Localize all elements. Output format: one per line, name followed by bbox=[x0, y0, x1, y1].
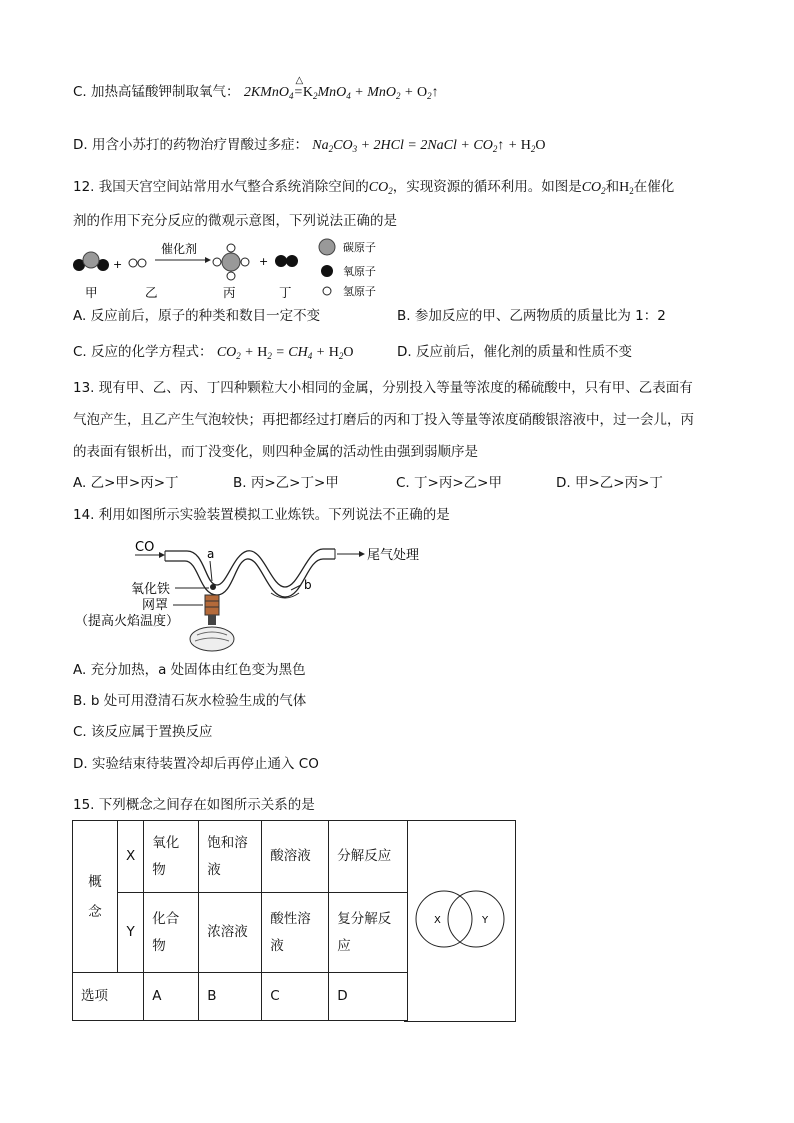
iron-oxide-sample bbox=[210, 584, 216, 590]
q12-option-c-label: C. 反应的化学方程式： bbox=[73, 344, 213, 360]
x-cell-d: 分解反应 bbox=[329, 821, 408, 893]
pointer-a bbox=[210, 561, 212, 581]
molecule-jia bbox=[73, 252, 109, 271]
q13-stem-line2: 气泡产生，且乙产生气泡较快；再把都经过打磨后的丙和丁投入等量等浓度硝酸银溶液中，过一会儿，丙 bbox=[73, 412, 694, 428]
q12-reaction-diagram bbox=[65, 237, 395, 305]
x-cell-b bbox=[199, 821, 262, 893]
co2-formula: $CO_2$ bbox=[581, 180, 606, 196]
x-cell-a bbox=[144, 821, 199, 893]
y-cell-a-text: 化合物 bbox=[152, 910, 180, 954]
label-yi: 乙 bbox=[145, 285, 158, 300]
y-label: Y bbox=[118, 893, 144, 973]
x-cell-b-text: 饱和溶液 bbox=[207, 834, 248, 878]
q12-stem-line2: 剂的作用下充分反应的微观示意图，下列说法正确的是 bbox=[73, 213, 397, 229]
q13-option-c: C. 丁>丙>乙>甲 bbox=[396, 475, 502, 491]
q13-option-a: A. 乙>甲>丙>丁 bbox=[73, 475, 179, 491]
option-d: D bbox=[329, 973, 408, 1021]
y-cell-a bbox=[144, 893, 199, 973]
label-a: a bbox=[207, 547, 215, 561]
q14-stem: 14. 利用如图所示实验装置模拟工业炼铁。下列说法不正确的是 bbox=[73, 507, 450, 523]
option-b: B bbox=[199, 973, 262, 1021]
legend-hydrogen: 氢原子 bbox=[343, 285, 376, 298]
molecule-yi bbox=[129, 259, 146, 267]
catalyst-label: 催化剂 bbox=[161, 242, 198, 256]
net-note: （提高火焰温度） bbox=[75, 614, 180, 629]
label-b: b bbox=[304, 578, 312, 592]
exhaust-label: 尾气处理 bbox=[367, 548, 420, 563]
q13-option-b: B. 丙>乙>丁>甲 bbox=[233, 475, 339, 491]
q11-option-c-label: C. 加热高锰酸钾制取氧气： bbox=[73, 84, 240, 100]
net-label: 网罩 bbox=[142, 598, 169, 613]
iron-oxide-label: 氧化铁 bbox=[131, 582, 171, 597]
net-cover bbox=[205, 595, 219, 615]
co2-formula: $CO_2$ bbox=[368, 180, 393, 196]
q14-option-a: A. 充分加热，a 处固体由红色变为黑色 bbox=[73, 662, 306, 678]
q14-option-b: B. b 处可用澄清石灰水检验生成的气体 bbox=[73, 693, 307, 709]
molecule-bing bbox=[213, 244, 249, 280]
q14-apparatus-diagram bbox=[75, 535, 435, 653]
label-bing: 丙 bbox=[223, 285, 236, 300]
q13-stem-line1: 13. 现有甲、乙、丙、丁四种颗粒大小相同的金属，分别投入等量等浓度的稀硫酸中，只有甲、乙表面有 bbox=[73, 380, 693, 396]
y-cell-b: 浓溶液 bbox=[199, 893, 262, 973]
q15-stem: 15. 下列概念之间存在如图所示关系的是 bbox=[73, 797, 315, 813]
q15-concept-table bbox=[72, 820, 408, 1021]
q12-option-b: B. 参加反应的甲、乙两物质的质量比为 1：2 bbox=[397, 308, 666, 324]
co-arrowhead bbox=[159, 552, 165, 558]
q11-option-d-label: D. 用含小苏打的药物治疗胃酸过多症： bbox=[73, 137, 308, 153]
exhaust-arrowhead bbox=[359, 551, 365, 557]
q12-option-d: D. 反应前后，催化剂的质量和性质不变 bbox=[397, 344, 632, 360]
q13-option-d: D. 甲>乙>丙>丁 bbox=[556, 475, 663, 491]
lamp-wick bbox=[208, 615, 216, 625]
option-label: 选项 bbox=[73, 973, 144, 1021]
reaction-arrowhead bbox=[205, 257, 211, 263]
y-cell-d-text: 复分解反应 bbox=[337, 910, 392, 954]
q12-stem-text: 12. 我国天宫空间站常用水气整合系统消除空间的 bbox=[73, 179, 369, 195]
q12-option-c bbox=[73, 342, 353, 366]
q12-stem-text: ，实现资源的循环利用。如图是 bbox=[392, 179, 582, 195]
legend-oxygen: 氧原子 bbox=[343, 265, 376, 278]
legend-hydrogen-icon bbox=[323, 287, 331, 295]
q12-stem-line1 bbox=[73, 177, 674, 201]
q14-option-c: C. 该反应属于置换反应 bbox=[73, 724, 213, 740]
venn-diagram bbox=[404, 821, 516, 1021]
q13-stem-line3: 的表面有银析出，而丁没变化，则四种金属的活动性由强到弱顺序是 bbox=[73, 444, 478, 460]
y-cell-c-text: 酸性溶液 bbox=[270, 910, 311, 954]
concept-label-cell bbox=[73, 821, 118, 973]
q11-option-c bbox=[73, 75, 439, 106]
plus-sign: + bbox=[259, 255, 269, 268]
x-cell-a-text: 氧化物 bbox=[152, 834, 180, 878]
q12-option-c-equation: $CO_2 + H_2 = CH_4 + H_2O$ bbox=[216, 345, 354, 361]
venn-label-y: Y bbox=[482, 915, 489, 926]
molecule-ding bbox=[275, 255, 298, 267]
alcohol-lamp bbox=[190, 627, 234, 651]
venn-circle-x bbox=[416, 891, 472, 947]
legend-oxygen-icon bbox=[321, 265, 333, 277]
venn-circle-y bbox=[448, 891, 504, 947]
option-a: A bbox=[144, 973, 199, 1021]
legend-carbon-icon bbox=[319, 239, 335, 255]
venn-label-x: X bbox=[434, 915, 441, 926]
co-label: CO bbox=[135, 540, 155, 555]
h2-formula: $H_2$ bbox=[619, 180, 634, 196]
y-cell-c bbox=[262, 893, 329, 973]
plus-sign: + bbox=[113, 258, 123, 271]
y-cell-d bbox=[329, 893, 408, 973]
label-jia: 甲 bbox=[85, 285, 98, 300]
q14-option-d: D. 实验结束待装置冷却后再停止通入 CO bbox=[73, 756, 319, 772]
option-c: C bbox=[262, 973, 329, 1021]
x-label: X bbox=[118, 821, 144, 893]
x-cell-c: 酸溶液 bbox=[262, 821, 329, 893]
q12-stem-text: 和 bbox=[605, 179, 620, 195]
legend-carbon: 碳原子 bbox=[343, 241, 376, 254]
q11-option-c-equation: 2KMnO$_4$ △ $=K_2MnO_4 + MnO_2$ + $O_2↑$ bbox=[243, 75, 439, 101]
q12-option-a: A. 反应前后，原子的种类和数目一定不变 bbox=[73, 308, 321, 324]
label-ding: 丁 bbox=[279, 285, 292, 300]
q11-option-d bbox=[73, 135, 546, 159]
concept-label: 概念 bbox=[88, 873, 102, 920]
venn-cell bbox=[404, 820, 516, 1022]
q11-option-d-equation: $Na_2CO_3 + 2HCl$ = 2NaCl + $CO_2↑ + H_2O$ bbox=[312, 138, 546, 154]
q12-stem-text: 在催化 bbox=[633, 179, 675, 195]
